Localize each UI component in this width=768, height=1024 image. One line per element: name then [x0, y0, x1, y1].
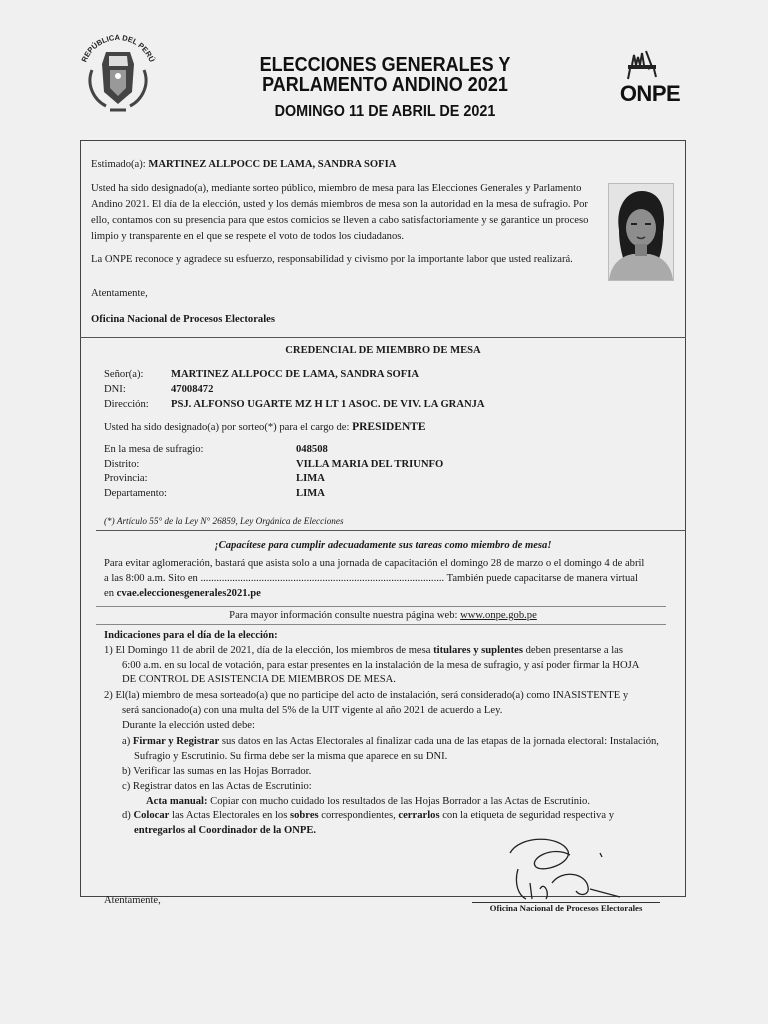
dni-value: 47008472 — [171, 384, 214, 395]
senor-value: MARTINEZ ALLPOCC DE LAMA, SANDRA SOFIA — [171, 369, 420, 380]
training-line-2: a las 8:00 a.m. Sito en ............................................................................................ También puede capacitarse de manera virtual — [104, 573, 638, 584]
letter-paragraph-2: La ONPE reconoce y agradece su esfuerzo, responsabilidad y civismo por la importante labor que usted realizará. — [91, 254, 573, 265]
senor-label: Señor(a): — [104, 369, 144, 380]
onpe-logo-text: ONPE — [619, 81, 681, 106]
paragraph-line: limpio y transparente en el que se respete el voto de todos los ciudadanos. — [91, 231, 405, 242]
instruction-a-line-1 — [122, 734, 659, 750]
instruction-text: las Actas Electorales en los — [169, 810, 290, 821]
instruction-1-line-2: 6:00 a.m. en su local de votación, para estar presentes en la instalación de la mesa de sufragio, y así poder firmar la HOJA — [122, 660, 640, 671]
direccion-value: PSJ. ALFONSO UGARTE MZ H LT 1 ASOC. DE VIV. LA GRANJA — [171, 399, 485, 410]
instruction-1-line-3: DE CONTROL DE ASISTENCIA DE MIEMBROS DE MESA. — [122, 674, 396, 685]
mesa-label: En la mesa de sufragio: — [104, 444, 204, 455]
distrito-label: Distrito: — [104, 459, 140, 470]
instruction-b: b) Verificar las sumas en las Hojas Borrador. — [122, 766, 312, 777]
election-title-line1: ELECCIONES GENERALES Y — [259, 54, 511, 76]
provincia-label: Provincia: — [104, 473, 148, 484]
instruction-text: deben presentarse a las — [522, 645, 623, 656]
training-line-3-prefix: en — [104, 588, 117, 599]
instruction-text: d) — [122, 810, 134, 821]
departamento-value: LIMA — [296, 488, 325, 499]
divider-info-top — [96, 606, 666, 607]
paragraph-line: ello, contamos con su presencia para que estos comicios se lleven a cabo satisfactoriamente y se garantice un proceso — [91, 215, 589, 226]
instruction-1-line-1 — [104, 643, 623, 659]
instruction-d-line-2: entregarlos al Coordinador de la ONPE. — [134, 825, 317, 836]
divider-letter-credential — [80, 337, 686, 338]
instruction-text: Copiar con mucho cuidado los resultados de las Hojas Borrador a las Actas de Escrutinio. — [207, 796, 590, 807]
instructions-closing: Atentamente, — [104, 895, 161, 906]
instruction-2-line-2: será sancionado(a) con una multa del 5% de la UIT vigente al año 2021 de acuerdo a Ley. — [122, 705, 503, 716]
direccion-label: Dirección: — [104, 399, 149, 410]
info-text: Para mayor información consulte nuestra página web: — [229, 610, 461, 621]
virtual-training-link[interactable]: cvae.eleccionesgenerales2021.pe — [116, 588, 261, 599]
instruction-a-line-2: Sufragio y Escrutinio. Su firma debe ser la misma que aparece en su DNI. — [134, 751, 448, 762]
instruction-bold: titulares y suplentes — [433, 645, 523, 656]
instruction-text: con la etiqueta de seguridad respectiva y — [439, 810, 614, 821]
dni-label: DNI: — [104, 384, 126, 395]
departamento-label: Departamento: — [104, 488, 167, 499]
instruction-d-line-1 — [122, 808, 614, 824]
info-line — [80, 608, 686, 624]
instruction-bold: cerrarlos — [398, 810, 440, 821]
greeting-name: MARTINEZ ALLPOCC DE LAMA, SANDRA SOFIA — [148, 159, 397, 170]
cargo-label: Usted ha sido designado(a) por sorteo(*) para el cargo de: — [104, 422, 350, 433]
cargo-line — [104, 419, 426, 436]
paragraph-line: Usted ha sido designado(a), mediante sorteo público, miembro de mesa para las Elecciones Generales y Parlamento — [91, 183, 582, 194]
training-heading: ¡Capacítese para cumplir adecuadamente sus tareas como miembro de mesa! — [214, 540, 552, 551]
greeting — [91, 157, 396, 173]
divider-info-bottom — [96, 624, 666, 625]
election-title-line2: PARLAMENTO ANDINO 2021 — [262, 74, 508, 96]
instruction-bold: Acta manual: — [146, 796, 208, 807]
instruction-text: sus datos en las Actas Electorales al finalizar cada una de las etapas de la jornada electoral: Instalación, — [219, 736, 659, 747]
member-photo — [608, 183, 674, 281]
instruction-text: a) — [122, 736, 133, 747]
instructions-heading: Indicaciones para el día de la elección: — [104, 630, 278, 641]
svg-text:REPÚBLICA DEL PERÚ: REPÚBLICA DEL PERÚ — [79, 32, 157, 64]
instruction-bold: Colocar — [133, 810, 170, 821]
instruction-2-line-1: 2) El(la) miembro de mesa sorteado(a) que no participe del acto de instalación, será considerado(a) como INASISTENTE y — [104, 690, 629, 701]
law-footnote: (*) Artículo 55° de la Ley N° 26859, Ley Orgánica de Elecciones — [104, 516, 344, 526]
onpe-logo — [612, 47, 688, 107]
letter-paragraph-1 — [91, 181, 601, 245]
distrito-value: VILLA MARIA DEL TRIUNFO — [296, 459, 444, 470]
paragraph-line: Andino 2021. El día de la elección, usted y los demás miembros de mesa son la autoridad en la mesa de sufragio. Por — [91, 199, 588, 210]
instruction-text: correspondientes, — [318, 810, 399, 821]
election-date: DOMINGO 11 DE ABRIL DE 2021 — [274, 103, 496, 120]
instruction-c: c) Registrar datos en las Actas de Escrutinio: — [122, 781, 312, 792]
onpe-website-link[interactable]: www.onpe.gob.pe — [460, 610, 537, 621]
provincia-value: LIMA — [296, 473, 325, 484]
training-line-3 — [104, 586, 261, 602]
signature-org: Oficina Nacional de Procesos Electorales — [489, 903, 643, 913]
credential-title: CREDENCIAL DE MIEMBRO DE MESA — [285, 345, 481, 356]
coat-of-arms-seal — [76, 30, 160, 122]
signature-graphic — [500, 833, 640, 903]
letter-signature-org: Oficina Nacional de Procesos Electorales — [91, 314, 275, 325]
instruction-bold: sobres — [290, 810, 319, 821]
divider-footnote — [96, 530, 686, 531]
training-line-1: Para evitar aglomeración, bastará que asista solo a una jornada de capacitación el domingo 28 de marzo o el domingo 4 de abril — [104, 558, 645, 569]
mesa-value: 048508 — [296, 444, 328, 455]
greeting-label: Estimado(a): — [91, 159, 146, 170]
cargo-value: PRESIDENTE — [352, 421, 426, 433]
letter-closing: Atentamente, — [91, 288, 148, 299]
instruction-2-line-3: Durante la elección usted debe: — [122, 720, 255, 731]
instruction-bold: Firmar y Registrar — [132, 736, 220, 747]
instruction-text: 1) El Domingo 11 de abril de 2021, día de la elección, los miembros de mesa — [104, 645, 434, 656]
